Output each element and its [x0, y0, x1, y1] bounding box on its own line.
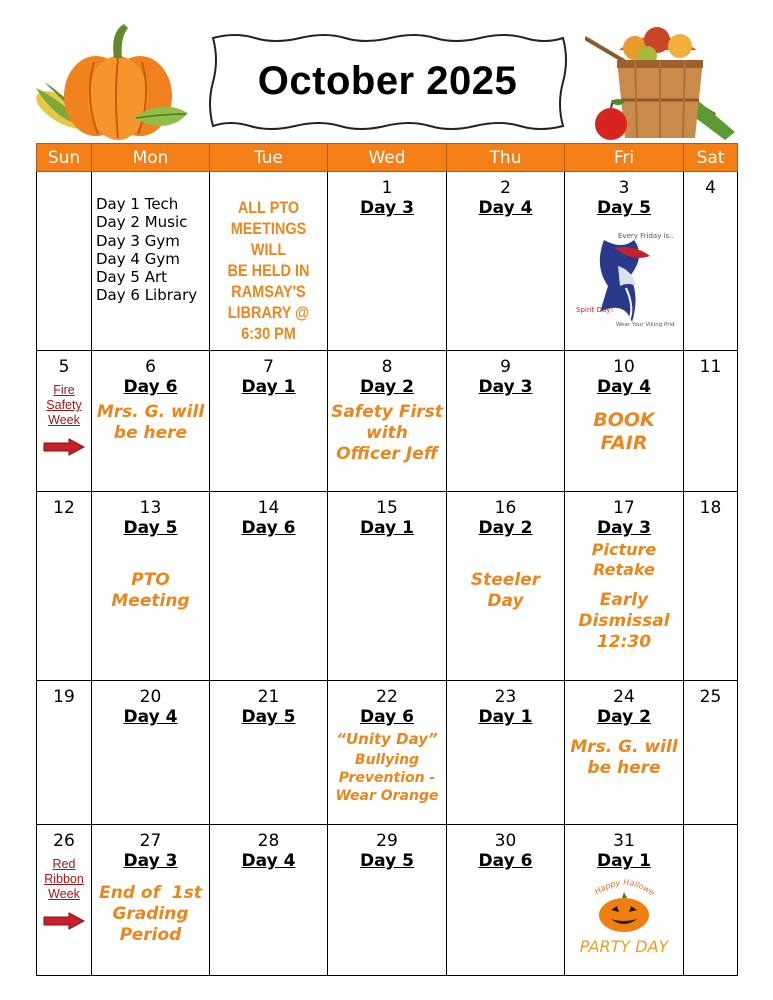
week-link-line: Week: [48, 413, 80, 427]
day-number: 18: [699, 498, 722, 518]
title-banner: [205, 30, 570, 133]
day-number: 30: [494, 831, 517, 851]
rotation-day-label: Day 3: [597, 518, 651, 538]
event-text: [328, 402, 446, 465]
calendar-grid: [36, 143, 738, 976]
leaf-basket-illustration: [585, 20, 740, 145]
day-cell: [37, 492, 92, 681]
happy-halloween-text: [589, 877, 656, 898]
event-line: Early: [599, 590, 649, 610]
day-number: 7: [263, 357, 274, 377]
event-line: be here: [587, 758, 661, 778]
day-cell: [684, 681, 738, 825]
rotation-day-label: Day 3: [478, 377, 533, 397]
week-row: [37, 351, 738, 492]
event-line: Bullying: [354, 752, 420, 768]
rotation-day-label: Day 3: [360, 198, 414, 218]
pto-notice-line: 6:30 PM: [241, 324, 296, 343]
day-cell: [210, 351, 328, 492]
party-day-text: PARTY DAY: [579, 937, 669, 956]
day-number: 6: [145, 357, 156, 377]
day-cell: [92, 492, 210, 681]
rotation-day-label: Day 5: [360, 851, 414, 871]
day-cell: [37, 825, 92, 976]
rotation-day-label: Day 1: [597, 851, 651, 871]
empty-day-cell: [684, 825, 738, 976]
day-cell: [447, 351, 565, 492]
day-cell: [447, 681, 565, 825]
event-line: BOOK: [593, 409, 655, 431]
event-line: End of 1st: [99, 883, 202, 903]
day-number: 26: [53, 831, 75, 851]
viking-spirit-logo: [565, 226, 683, 338]
event-text: [92, 883, 209, 946]
event-line: be here: [113, 423, 188, 443]
event-text: [328, 729, 446, 750]
day-number: 19: [53, 687, 75, 707]
day-cell: [37, 681, 92, 825]
right-arrow-icon: [37, 438, 91, 460]
day-cell: [684, 172, 738, 351]
rotation-item: Day 2 Music: [96, 213, 188, 232]
rotation-item: Day 1 Tech: [96, 195, 179, 213]
event-line: Dismissal: [578, 611, 670, 631]
pumpkin-corn-illustration: [28, 18, 193, 143]
rotation-day-label: Day 1: [360, 518, 414, 538]
day-number: 9: [500, 357, 511, 377]
event-line: Officer Jeff: [336, 444, 438, 464]
day-cell: [328, 681, 447, 825]
weekday-header: Thu: [447, 144, 565, 172]
event-text-bullying: [328, 751, 446, 805]
day-number: 24: [613, 687, 635, 707]
day-number: 12: [53, 498, 75, 518]
day-number: 27: [139, 831, 162, 851]
day-number: 17: [613, 498, 635, 518]
day-number: 21: [257, 687, 280, 707]
rotation-day-label: Day 4: [241, 851, 296, 871]
rotation-day-label: Day 2: [597, 707, 651, 727]
day-cell: [210, 825, 328, 976]
rotation-legend: [92, 195, 209, 305]
spirit-logo-right-text: Wear Your Viking Pride: [616, 322, 674, 328]
day-number: 11: [699, 357, 722, 377]
day-cell: [328, 351, 447, 492]
day-cell: [565, 351, 684, 492]
weekday-header: Mon: [92, 144, 210, 172]
day-number: 31: [613, 831, 635, 851]
day-cell: [328, 825, 447, 976]
fire-safety-week-link[interactable]: [37, 383, 91, 428]
week-link-line: Week: [48, 887, 80, 901]
day-cell: [328, 492, 447, 681]
event-line: Period: [119, 925, 182, 945]
day-cell: [447, 172, 565, 351]
week-link-line: Red: [52, 857, 76, 871]
day-cell: [210, 492, 328, 681]
day-number: 3: [618, 178, 630, 198]
event-line: with: [366, 423, 408, 443]
day-number: 2: [500, 178, 511, 198]
day-cell: [565, 492, 684, 681]
day-number: 1: [381, 178, 393, 198]
rotation-day-label: Day 4: [478, 198, 533, 218]
event-line: Day: [487, 591, 524, 611]
weekday-header: Fri: [565, 144, 684, 172]
event-line: Prevention -: [338, 770, 436, 786]
event-text: [565, 540, 683, 580]
day-cell: [92, 825, 210, 976]
pto-notice-line: RAMSAY'S: [231, 282, 306, 301]
rotation-day-label: Day 2: [478, 518, 533, 538]
day-cell: [92, 681, 210, 825]
event-line: Grading: [112, 904, 189, 924]
event-text: [565, 409, 683, 455]
day-number: 13: [139, 498, 162, 518]
day-cell: [447, 492, 565, 681]
rotation-legend-cell: [92, 172, 210, 351]
day-number: 16: [494, 498, 517, 518]
event-line: Safety First: [331, 402, 443, 422]
rotation-day-label: Day 1: [478, 707, 533, 727]
rotation-item: Day 4 Gym: [96, 249, 180, 268]
rotation-day-label: Day 1: [241, 377, 296, 397]
rotation-day-label: Day 6: [478, 851, 533, 871]
page-title: October 2025: [257, 59, 518, 103]
weekday-header: Wed: [328, 144, 447, 172]
rotation-day-label: Day 5: [241, 707, 296, 727]
weekday-header-row: [37, 144, 738, 172]
day-cell: [684, 492, 738, 681]
week-row: [37, 172, 738, 351]
event-line: Meeting: [111, 591, 190, 611]
week-link-line: Safety: [46, 398, 82, 412]
event-line: 12:30: [596, 632, 652, 652]
rotation-day-label: Day 6: [360, 707, 414, 727]
weekday-header: Sat: [684, 144, 738, 172]
rotation-day-label: Day 2: [360, 377, 414, 397]
day-number: 29: [376, 831, 398, 851]
pto-notice-cell: [210, 172, 328, 351]
rotation-day-label: Day 6: [241, 518, 296, 538]
day-number: 28: [257, 831, 280, 851]
day-cell: [210, 681, 328, 825]
event-line: “Unity Day”: [336, 730, 438, 748]
day-cell: [447, 825, 565, 976]
rotation-day-label: Day 4: [597, 377, 651, 397]
spirit-logo-left-text: Spirit Day!: [576, 306, 614, 314]
rotation-item: Day 6 Library: [96, 286, 198, 305]
rotation-day-label: Day 3: [123, 851, 178, 871]
rotation-day-label: Day 5: [597, 198, 651, 218]
empty-day-cell: [37, 172, 92, 351]
day-number: 10: [613, 357, 635, 377]
day-number: 5: [58, 357, 70, 377]
rotation-day-label: Day 4: [123, 707, 178, 727]
day-number: 8: [381, 357, 393, 377]
day-cell: [92, 351, 210, 492]
day-number: 22: [376, 687, 398, 707]
weekday-header: Tue: [210, 144, 328, 172]
day-number: 14: [257, 498, 280, 518]
event-text: [92, 570, 209, 612]
event-line: FAIR: [600, 432, 648, 454]
week-row: [37, 681, 738, 825]
day-cell: [684, 351, 738, 492]
pto-notice: [219, 197, 318, 344]
pto-notice-line: MEETINGS WILL: [230, 219, 307, 259]
week-link-line: Fire: [53, 383, 75, 397]
day-number: 23: [494, 687, 517, 707]
event-line: Steeler: [470, 570, 541, 590]
event-text-dismissal: [565, 590, 683, 653]
spirit-logo-top-text: Every Friday is...: [618, 232, 674, 240]
day-cell: [565, 825, 684, 976]
pto-notice-line: LIBRARY @: [227, 303, 310, 322]
event-text: [565, 737, 683, 779]
week-row: [37, 492, 738, 681]
day-number: 4: [705, 178, 716, 198]
happy-halloween-text-path: Happy Hallowe: [593, 877, 657, 898]
day-number: 15: [376, 498, 398, 518]
event-line: Mrs. G. will: [570, 737, 678, 757]
event-text: [447, 570, 564, 612]
event-line: Picture: [591, 540, 657, 559]
event-line: Wear Orange: [335, 788, 439, 804]
rotation-day-label: Day 5: [123, 518, 178, 538]
day-cell: [37, 351, 92, 492]
rotation-day-label: Day 6: [123, 377, 178, 397]
pto-notice-line: ALL PTO: [237, 198, 300, 217]
day-cell: [565, 172, 684, 351]
weekday-header: Sun: [37, 144, 92, 172]
right-arrow-icon: [37, 912, 91, 934]
rotation-item: Day 3 Gym: [96, 231, 180, 250]
event-line: PTO: [131, 570, 170, 590]
pto-notice-line: BE HELD IN: [227, 261, 310, 280]
jack-o-lantern-icon: [565, 877, 683, 937]
day-cell: [328, 172, 447, 351]
red-ribbon-week-link[interactable]: [37, 857, 91, 902]
event-text: [92, 402, 209, 444]
rotation-item: Day 5 Art: [96, 268, 168, 287]
day-number: 25: [699, 687, 722, 707]
week-row: [37, 825, 738, 976]
event-line: Mrs. G. will: [96, 402, 205, 422]
day-number: 20: [139, 687, 162, 707]
week-link-line: Ribbon: [44, 872, 84, 886]
event-line: Retake: [593, 560, 655, 579]
day-cell: [565, 681, 684, 825]
